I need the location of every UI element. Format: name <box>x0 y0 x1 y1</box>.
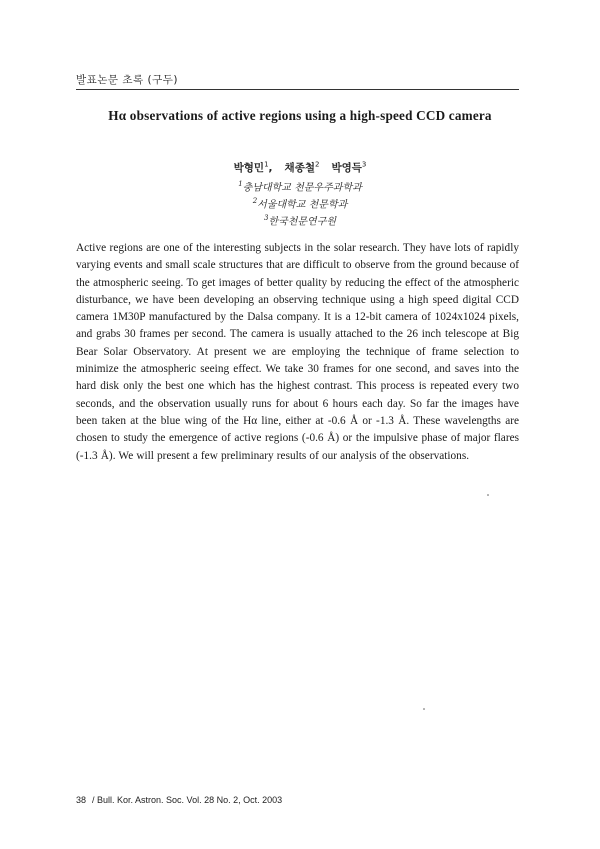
affiliation <box>0 195 600 212</box>
author-name: 박영득 <box>331 162 362 174</box>
header-divider <box>76 89 519 90</box>
affiliation <box>0 178 600 195</box>
title-text: observations of active regions using a high-speed CCD camera <box>126 108 492 123</box>
affiliation-text: 충남대학교 천문우주과학과 <box>242 182 362 194</box>
author-separator: , <box>268 162 273 174</box>
affiliation-mark: 1 <box>238 180 243 188</box>
affiliation-mark: 2 <box>252 196 258 205</box>
author <box>331 162 366 174</box>
journal-citation: / Bull. Kor. Astron. Soc. Vol. 28 No. 2, Oct. 2003 <box>92 795 283 805</box>
affiliation-mark: 3 <box>263 213 269 222</box>
title-h-alpha: Hα <box>108 108 127 123</box>
author-list <box>0 160 600 175</box>
author <box>285 162 320 174</box>
scan-speck <box>423 708 425 710</box>
page-number: 38 <box>76 795 87 805</box>
affiliation <box>0 212 600 229</box>
author-name: 채종철 <box>284 162 315 174</box>
author-affiliation-mark: 3 <box>361 160 367 169</box>
author <box>234 162 273 174</box>
author-affiliation-mark: 2 <box>314 160 320 169</box>
section-label: 발표논문 초록 (구두) <box>76 74 179 86</box>
affiliation-text: 한국천문연구원 <box>268 215 337 227</box>
affiliation-text: 서울대학교 천문학과 <box>257 199 348 211</box>
scan-speck <box>487 494 489 496</box>
author-name: 박형민 <box>233 162 265 174</box>
affiliation-list <box>0 178 600 228</box>
abstract-body: Active regions are one of the interesting subjects in the solar research. They have lots of rapidly varying events and small scale structures that are difficult to observe from the ground because of the atmospheric seeing. To get images of better quality by reducing the effect of the atmospheric disturbance, we have been developing an observing technique using a high speed digital CCD camera 1M30P manufactured by the Dalsa company. It is a 12-bit camera of 1024x1024 pixels, and grabs 30 frames per second. The camera is usually attached to the 26 inch telescope at Big Bear Solar Observatory. At present we are employing the technique of frame selection to minimize the atmospheric seeing effect. We take 30 frames for one second, and saves into the hard disk only the best one which has the highest contrast. This process is repeated every two seconds, and the observation usually runs for about 6 hours each day. So far the images have been taken at the blue wing of the Hα line, either at -0.6 Å or -1.3 Å. These wavelengths are chosen to study the emergence of active regions (-0.6 Å) or the impulsive phase of major flares (-1.3 Å). We will present a few preliminary results of our analysis of the observations. <box>76 242 519 462</box>
author-affiliation-mark: 1 <box>264 160 269 169</box>
page-footer <box>76 795 282 805</box>
paper-title <box>0 108 600 124</box>
